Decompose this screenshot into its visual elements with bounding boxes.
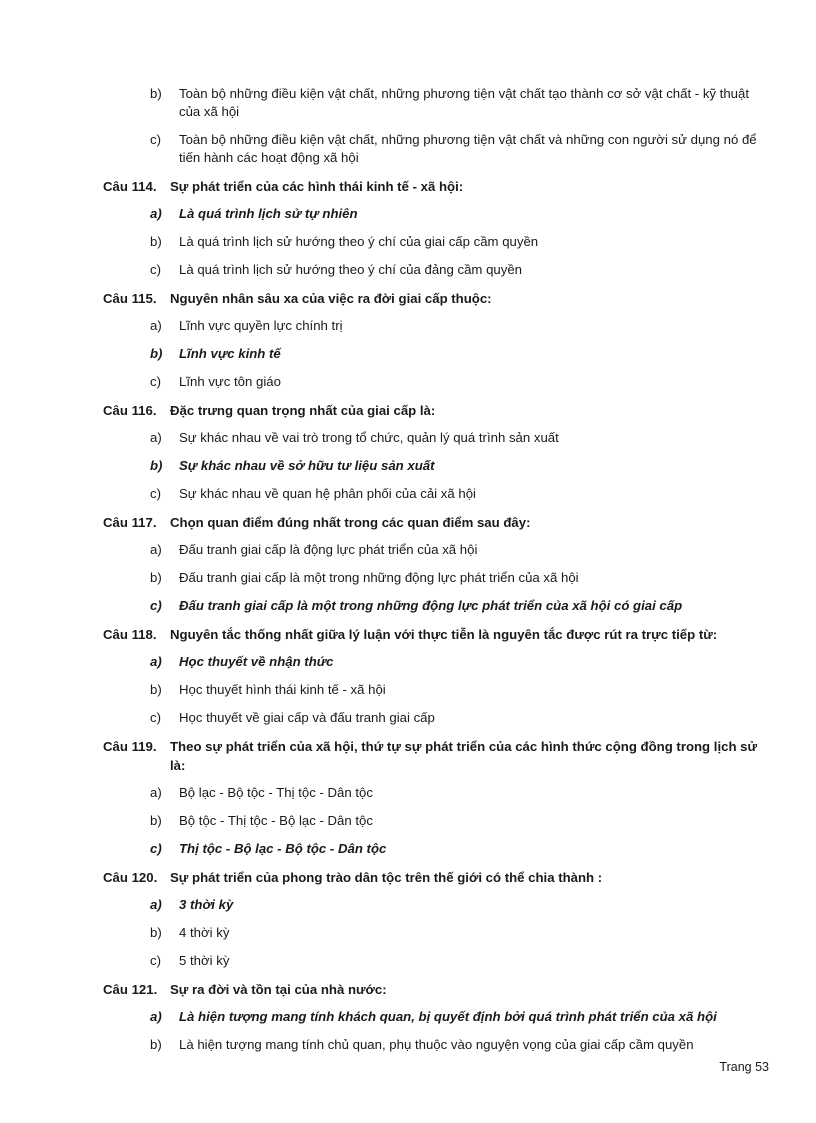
answer-option-correct (103, 345, 773, 363)
option-letter: a) (150, 430, 162, 445)
option-letter: c) (150, 486, 161, 501)
question-number: Câu 116. (103, 403, 157, 418)
question-number: Câu 114. (103, 179, 157, 194)
answer-option (103, 952, 773, 970)
question-text: Sự ra đời và tồn tại của nhà nước: (170, 982, 387, 997)
option-text: Học thuyết hình thái kinh tế - xã hội (179, 682, 386, 697)
question-number: Câu 117. (103, 515, 157, 530)
option-letter: b) (150, 1037, 162, 1052)
answer-option (103, 131, 773, 167)
answer-option-correct (103, 653, 773, 671)
option-letter: a) (150, 542, 162, 557)
option-text: Toàn bộ những điều kiện vật chất, những phương tiện vật chất tạo thành cơ sở vật chất - kỹ thuật của xã hội (179, 86, 750, 119)
option-letter: b) (150, 86, 162, 101)
question-heading (103, 401, 773, 420)
option-text: Đấu tranh giai cấp là một trong những động lực phát triển của xã hội có giai cấp (179, 598, 683, 613)
option-letter: b) (150, 570, 162, 585)
answer-option (103, 85, 773, 121)
option-text: Là hiện tượng mang tính chủ quan, phụ thuộc vào nguyện vọng của giai cấp cầm quyền (179, 1037, 694, 1052)
question-text: Nguyên nhân sâu xa của việc ra đời giai cấp thuộc: (170, 291, 492, 306)
option-letter: b) (150, 813, 162, 828)
question-heading (103, 289, 773, 308)
option-letter: b) (150, 682, 162, 697)
option-letter: a) (150, 206, 162, 221)
question-text: Chọn quan điểm đúng nhất trong các quan điểm sau đây: (170, 515, 531, 530)
answer-option (103, 1036, 773, 1054)
option-letter: c) (150, 953, 161, 968)
option-letter: c) (150, 262, 161, 277)
question-text: Sự phát triển của phong trào dân tộc trên thế giới có thể chia thành : (170, 870, 603, 885)
option-text: Sự khác nhau về sở hữu tư liệu sản xuất (179, 458, 435, 473)
option-text: Đấu tranh giai cấp là động lực phát triển của xã hội (179, 542, 478, 557)
answer-option-correct (103, 457, 773, 475)
option-letter: b) (150, 925, 162, 940)
question-heading (103, 868, 773, 887)
option-text: Là quá trình lịch sử hướng theo ý chí của đảng cầm quyền (179, 262, 523, 277)
page-number: Trang 53 (719, 1060, 769, 1074)
option-text: 4 thời kỳ (179, 925, 230, 940)
answer-option (103, 317, 773, 335)
answer-option (103, 569, 773, 587)
option-letter: a) (150, 897, 162, 912)
option-text: Lĩnh vực quyền lực chính trị (179, 318, 343, 333)
answer-option-correct (103, 896, 773, 914)
question-heading (103, 737, 773, 775)
option-text: Bộ lạc - Bộ tộc - Thị tộc - Dân tộc (179, 785, 373, 800)
answer-option-correct (103, 1008, 773, 1026)
answer-option (103, 261, 773, 279)
answer-option-correct (103, 205, 773, 223)
option-text: Sự khác nhau về quan hệ phân phối của cải xã hội (179, 486, 476, 501)
answer-option-correct (103, 597, 773, 615)
question-number: Câu 118. (103, 627, 157, 642)
answer-option (103, 233, 773, 251)
answer-option (103, 485, 773, 503)
answer-option (103, 681, 773, 699)
option-text: Là quá trình lịch sử hướng theo ý chí của giai cấp cầm quyền (179, 234, 539, 249)
question-number: Câu 115. (103, 291, 157, 306)
question-number: Câu 119. (103, 739, 157, 754)
option-text: Thị tộc - Bộ lạc - Bộ tộc - Dân tộc (179, 841, 387, 856)
option-text: Học thuyết về nhận thức (179, 654, 334, 669)
option-letter: b) (150, 234, 162, 249)
option-text: Toàn bộ những điều kiện vật chất, những phương tiện vật chất và những con người sử dụng nó để tiến hành các hoạt động xã hội (179, 132, 757, 165)
answer-option (103, 784, 773, 802)
option-text: Đấu tranh giai cấp là một trong những động lực phát triển của xã hội (179, 570, 579, 585)
question-heading (103, 980, 773, 999)
option-text: Là quá trình lịch sử tự nhiên (179, 206, 358, 221)
question-text: Đặc trưng quan trọng nhất của giai cấp là: (170, 403, 436, 418)
option-letter: a) (150, 1009, 162, 1024)
answer-option (103, 541, 773, 559)
option-text: 5 thời kỳ (179, 953, 230, 968)
option-letter: c) (150, 598, 162, 613)
option-letter: c) (150, 374, 161, 389)
option-letter: a) (150, 654, 162, 669)
option-text: Lĩnh vực tôn giáo (179, 374, 281, 389)
option-letter: b) (150, 458, 163, 473)
option-text: Là hiện tượng mang tính khách quan, bị quyết định bởi quá trình phát triển của xã hội (179, 1009, 717, 1024)
option-letter: c) (150, 710, 161, 725)
answer-option-correct (103, 840, 773, 858)
question-text: Theo sự phát triển của xã hội, thứ tự sự phát triển của các hình thức cộng đồng trong lịch sử là: (170, 739, 758, 773)
question-text: Sự phát triển của các hình thái kinh tế - xã hội: (170, 179, 464, 194)
answer-option (103, 429, 773, 447)
answer-option (103, 709, 773, 727)
option-text: 3 thời kỳ (179, 897, 234, 912)
answer-option (103, 373, 773, 391)
option-text: Bộ tộc - Thị tộc - Bộ lạc - Dân tộc (179, 813, 373, 828)
answer-option (103, 924, 773, 942)
question-text: Nguyên tắc thống nhất giữa lý luận với thực tiễn là nguyên tắc được rút ra trực tiếp từ: (170, 627, 718, 642)
option-letter: a) (150, 785, 162, 800)
option-text: Học thuyết về giai cấp và đấu tranh giai cấp (179, 710, 435, 725)
question-heading (103, 625, 773, 644)
option-letter: c) (150, 132, 161, 147)
question-number: Câu 120. (103, 870, 158, 885)
question-heading (103, 513, 773, 532)
option-letter: a) (150, 318, 162, 333)
option-text: Sự khác nhau về vai trò trong tổ chức, quản lý quá trình sản xuất (179, 430, 559, 445)
question-number: Câu 121. (103, 982, 158, 997)
question-list (103, 85, 773, 1064)
option-text: Lĩnh vực kinh tế (179, 346, 281, 361)
question-heading (103, 177, 773, 196)
option-letter: c) (150, 841, 162, 856)
option-letter: b) (150, 346, 163, 361)
answer-option (103, 812, 773, 830)
